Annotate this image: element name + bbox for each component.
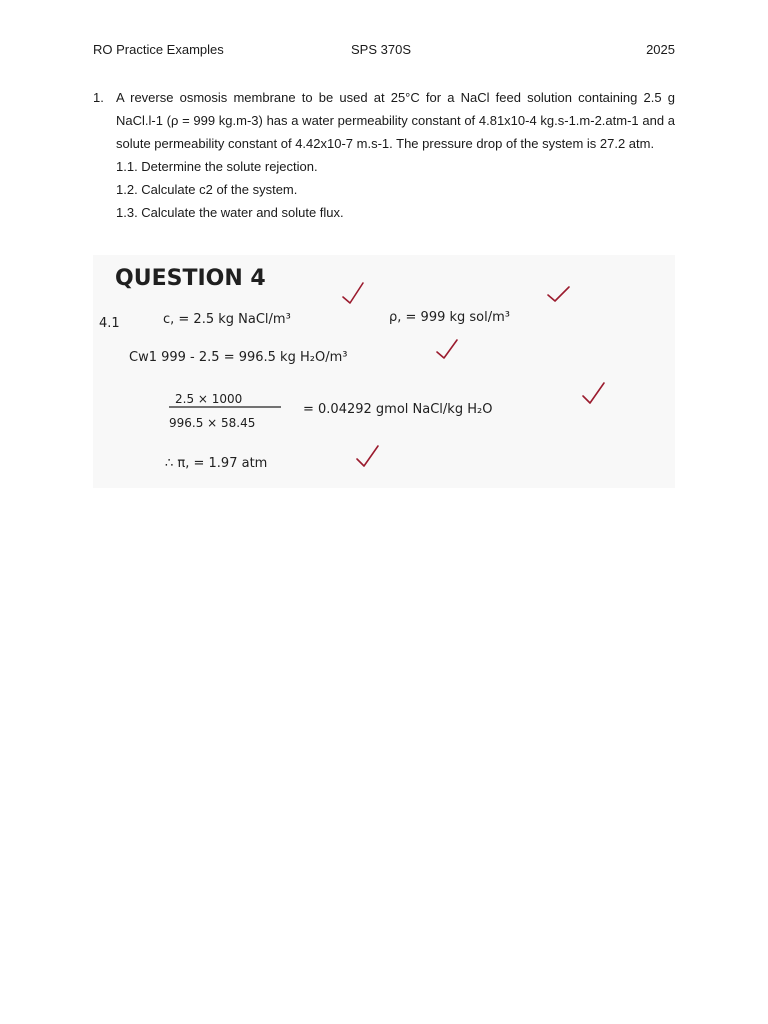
hw-fraction-numerator: 2.5 × 1000 (175, 392, 243, 406)
subquestion-list (116, 155, 675, 224)
hw-line1-density: ρ, = 999 kg sol/m³ (389, 310, 510, 325)
page-header (93, 42, 675, 60)
check-mark-icon (437, 340, 457, 358)
hw-osmotic-pressure: ∴ π, = 1.97 atm (165, 456, 268, 471)
hw-fraction-denominator: 996.5 × 58.45 (169, 416, 256, 430)
check-mark-icon (343, 283, 363, 303)
check-mark-icon (548, 287, 569, 301)
subquestion-1-1: 1.1. Determine the solute rejection. (116, 159, 318, 174)
hw-title: QUESTION 4 (115, 266, 266, 291)
question-1 (93, 86, 675, 224)
hw-fraction-result: = 0.04292 gmol NaCl/kg H₂O (303, 402, 493, 417)
check-mark-icon (583, 383, 604, 403)
check-mark-icon (357, 446, 378, 466)
hw-line1-label: 4.1 (99, 316, 120, 331)
header-course-code: SPS 370S (351, 42, 411, 57)
header-year: 2025 (646, 42, 675, 57)
hw-line2-water-conc: Cw1 999 - 2.5 = 996.5 kg H₂O/m³ (129, 350, 348, 365)
question-number: 1. (93, 90, 104, 105)
handwritten-solution-image (93, 255, 675, 488)
hw-line1-concentration: c, = 2.5 kg NaCl/m³ (163, 312, 291, 327)
header-course-title: RO Practice Examples (93, 42, 224, 57)
subquestion-1-2: 1.2. Calculate c2 of the system. (116, 182, 298, 197)
question-text: A reverse osmosis membrane to be used at 25°C for a NaCl feed solution containing 2.5 g NaCl.l-1 (ρ = 999 kg.m-3) has a water permeability constant of 4.81x10-4 kg.s-1.m-2.atm-1 and a solute permeability constant of 4.42x10-7 m.s-1. The pressure drop of the system is 27.2 atm. (116, 90, 675, 151)
subquestion-1-3: 1.3. Calculate the water and solute flux. (116, 205, 344, 220)
